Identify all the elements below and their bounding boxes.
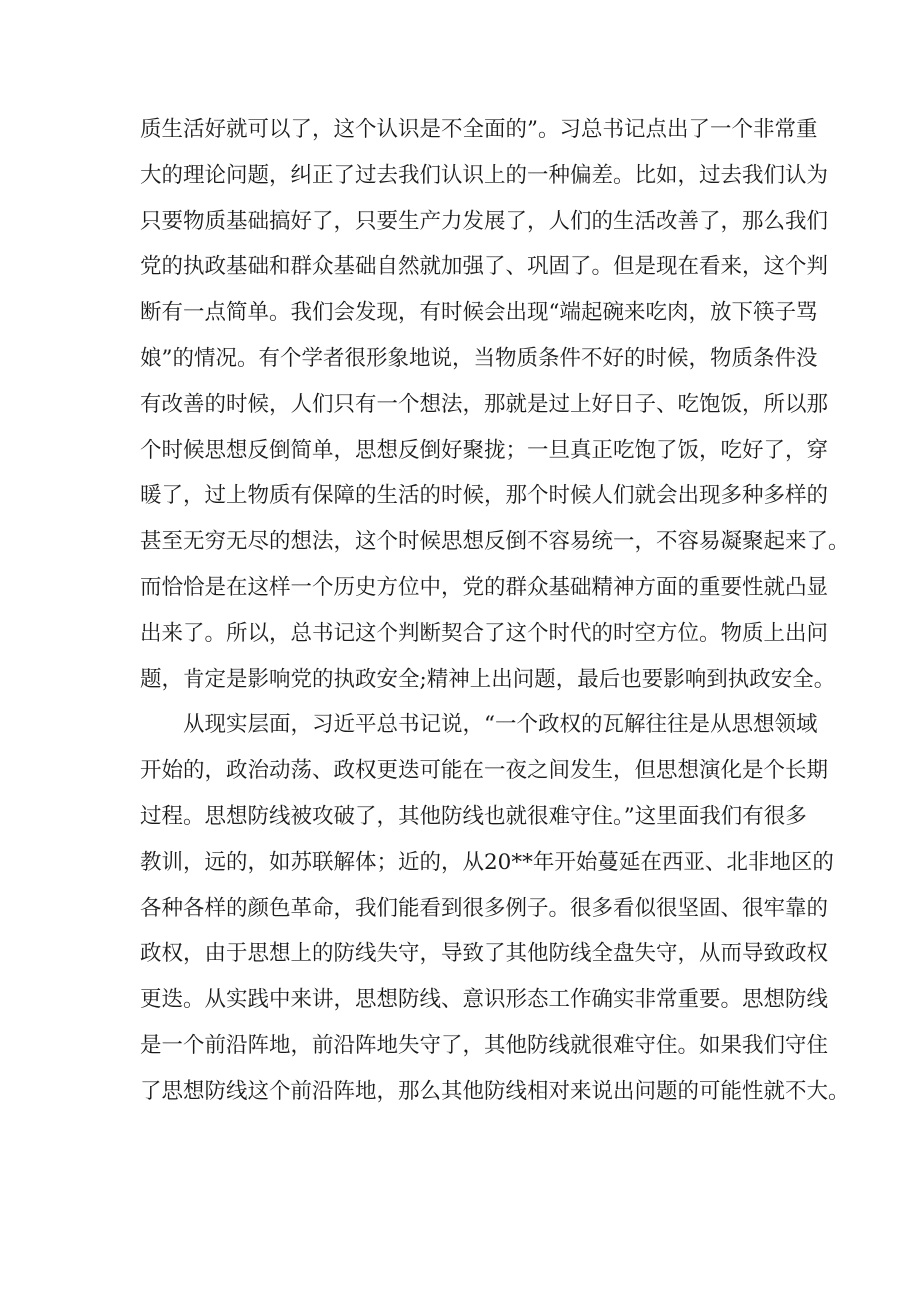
body-text: [140, 107, 850, 1115]
text-line: 更迭。从实践中来讲，思想防线、意识形态工作确实非常重要。思想防线: [140, 987, 829, 1013]
text-line: 出来了。所以，总书记这个判断契合了这个时代的时空方位。物质上出问: [140, 620, 829, 646]
text-line: 大的理论问题，纠正了过去我们认识上的一种偏差。比如，过去我们认为: [140, 162, 829, 188]
text-line: 政权，由于思想上的防线失守，导致了其他防线全盘失守，从而导致政权: [140, 941, 829, 967]
text-line: 质生活好就可以了，这个认识是不全面的”。习总书记点出了一个非常重: [140, 117, 818, 142]
text-line: 个时候思想反倒简单，思想反倒好聚拢；一旦真正吃饱了饭，吃好了，穿: [140, 437, 829, 463]
text-line: 党的执政基础和群众基础自然就加强了、巩固了。但是现在看来，这个判: [140, 254, 829, 280]
text-line: 娘”的情况。有个学者很形象地说，当物质条件不好的时候，物质条件没: [140, 345, 818, 371]
text-line: 断有一点简单。我们会发现，有时候会出现“端起碗来吃肉，放下筷子骂: [140, 300, 818, 326]
text-line: 从现实层面，习近平总书记说，“一个政权的瓦解往往是从思想领域: [183, 712, 818, 738]
paragraph-1: [140, 107, 850, 702]
text-line: 有改善的时候，人们只有一个想法，那就是过上好日子、吃饱饭，所以那: [140, 391, 829, 417]
text-line: 教训，远的，如苏联解体；近的，从20**年开始蔓延在西亚、北非地区的: [140, 849, 834, 875]
paragraph-2: [140, 702, 850, 1114]
text-line: 是一个前沿阵地，前沿阵地失守了，其他防线就很难守住。如果我们守住: [140, 1032, 829, 1058]
text-line: 各种各样的颜色革命，我们能看到很多例子。很多看似很坚固、很牢靠的: [140, 895, 829, 921]
text-line: 过程。思想防线被攻破了，其他防线也就很难守住。”这里面我们有很多: [140, 803, 807, 829]
text-line: 而恰恰是在这样一个历史方位中，党的群众基础精神方面的重要性就凸显: [140, 574, 829, 600]
text-line: 开始的，政治动荡、政权更迭可能在一夜之间发生，但思想演化是个长期: [140, 758, 829, 784]
text-line: 暖了，过上物质有保障的生活的时候，那个时候人们就会出现多种多样的: [140, 483, 829, 509]
text-line: 了思想防线这个前沿阵地，那么其他防线相对来说出问题的可能性就不大。: [140, 1078, 850, 1104]
text-line: 题，肯定是影响党的执政安全;精神上出问题，最后也要影响到执政安全。: [140, 666, 836, 692]
text-line: 甚至无穷无尽的想法，这个时候思想反倒不容易统一，不容易凝聚起来了。: [140, 529, 850, 555]
text-line: 只要物质基础搞好了，只要生产力发展了，人们的生活改善了，那么我们: [140, 208, 829, 234]
